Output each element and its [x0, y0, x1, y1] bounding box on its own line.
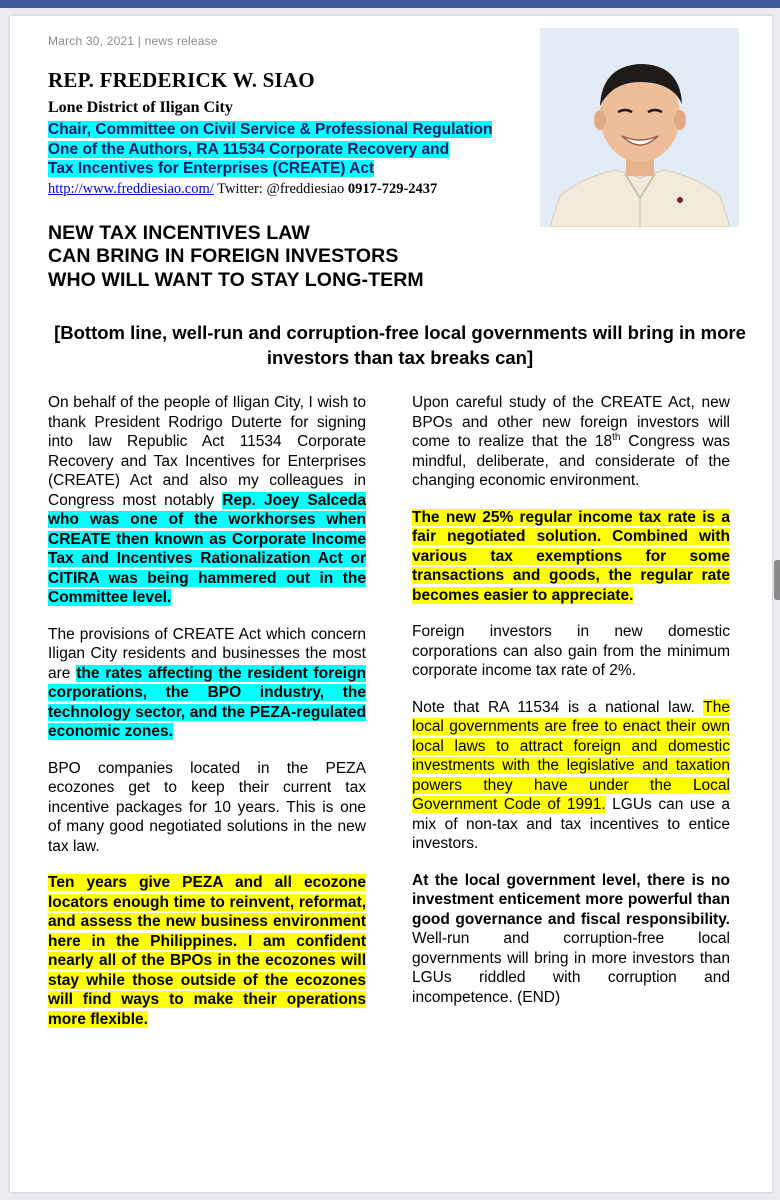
right-p4-highlight: The local governments are free to enact their own local laws to attract foreign and domestic investments with the legislative and taxation powers they have under the Local Government Code of 1991.	[412, 698, 730, 813]
left-p2-highlight: the rates affecting the resident foreign corporations, the BPO industry, the technology sector, and the PEZA-regulated economic zones.	[48, 664, 367, 740]
right-p1-text-end: Congress was mindful, deliberate, and considerate of the changing economic environment.	[412, 433, 730, 489]
portrait-photo	[540, 28, 739, 227]
left-paragraph-4	[48, 873, 366, 1029]
headline-line-3: WHO WILL WANT TO STAY LONG-TERM	[48, 268, 424, 291]
left-paragraph-1	[48, 393, 366, 608]
right-p4-text: Note that RA 11534 is a national law.	[412, 698, 704, 716]
left-paragraph-2	[48, 625, 366, 742]
contact-line	[48, 181, 437, 198]
role-line-2: One of the Authors, RA 11534 Corporate Recovery and	[48, 140, 450, 158]
right-paragraph-4	[412, 698, 730, 854]
right-paragraph-1	[412, 393, 730, 491]
right-p4-tail: LGUs can use a mix of non-tax and tax incentives to entice investors.	[412, 796, 730, 852]
role-line-1: Chair, Committee on Civil Service & Professional Regulation	[48, 121, 493, 138]
right-p5-bold: At the local government level, there is no investment enticement more powerful than good governance and fiscal responsibility.	[412, 871, 730, 928]
website-link[interactable]: http://www.freddiesiao.com/	[48, 181, 214, 197]
representative-name: REP. FREDERICK W. SIAO	[48, 68, 315, 92]
district-line: Lone District of Iligan City	[48, 99, 233, 116]
left-paragraph-3: BPO companies located in the PEZA ecozones get to keep their current tax incentive packages for 10 years. This is one of many good negotiated solutions in the new tax law.	[48, 759, 366, 855]
left-p2-text: The provisions of CREATE Act which concern Iligan City residents and businesses the most are	[48, 625, 366, 682]
left-p1-text: On behalf of the people of Iligan City, I wish to thank President Rodrigo Duterte for signing into law Republic Act 11534 Corporate Recovery and Tax Incentives for Enterprises (CREATE) Act and also my colleagues in Congress most notably	[48, 394, 366, 509]
headline	[48, 222, 424, 292]
phone-number: 0917-729-2437	[347, 181, 438, 197]
right-p1-text: Upon careful study of the CREATE Act, new BPOs and other new foreign investors will come to realize that the 18	[412, 394, 730, 450]
right-p2-highlight: The new 25% regular income tax rate is a fair negotiated solution. Combined with various tax exemptions for some transactions and goods, the regular rate becomes easier to appreciate.	[412, 508, 730, 604]
left-p1-highlight: Rep. Joey Salceda who was one of the workhorses when CREATE then known as Corporate Income Tax and Incentives Rationalization Act or CITIRA was being hammered out in the Committee level.	[48, 491, 367, 606]
portrait-image	[540, 28, 739, 227]
role-line-3: Tax Incentives for Enterprises (CREATE) Act	[48, 160, 375, 178]
right-paragraph-2	[412, 508, 730, 606]
app-top-bar	[0, 0, 780, 8]
right-p5-tail: Well-run and corruption-free local governments will bring in more investors than LGUs riddled with corruption and incompetence. (END)	[412, 930, 730, 1006]
right-paragraph-5	[412, 871, 730, 1008]
right-column	[412, 393, 730, 1024]
left-p4-highlight: Ten years give PEZA and all ecozone locators enough time to reinvent, reformat, and assess the new business environment here in the Philippines. I am confident nearly all of the BPOs in the ecozones will stay while those outside of the ecozones will find ways to make their operations more flexible.	[48, 874, 366, 1028]
right-p1-superscript: th	[612, 431, 621, 443]
right-paragraph-3: Foreign investors in new domestic corporations can also gain from the minimum corporate income tax rate of 2%.	[412, 623, 730, 679]
headline-line-1: NEW TAX INCENTIVES LAW	[48, 222, 310, 244]
twitter-handle: Twitter: @freddiesiao	[213, 181, 348, 197]
side-scroll-handle[interactable]	[774, 560, 780, 600]
subheadline: [Bottom line, well-run and corruption-free local governments will bring in more investors than tax breaks can]	[54, 322, 746, 368]
dateline: March 30, 2021 | news release	[48, 34, 218, 48]
headline-line-2: CAN BRING IN FOREIGN INVESTORS	[48, 245, 399, 268]
roles-block	[48, 120, 492, 179]
left-column	[48, 393, 366, 1046]
